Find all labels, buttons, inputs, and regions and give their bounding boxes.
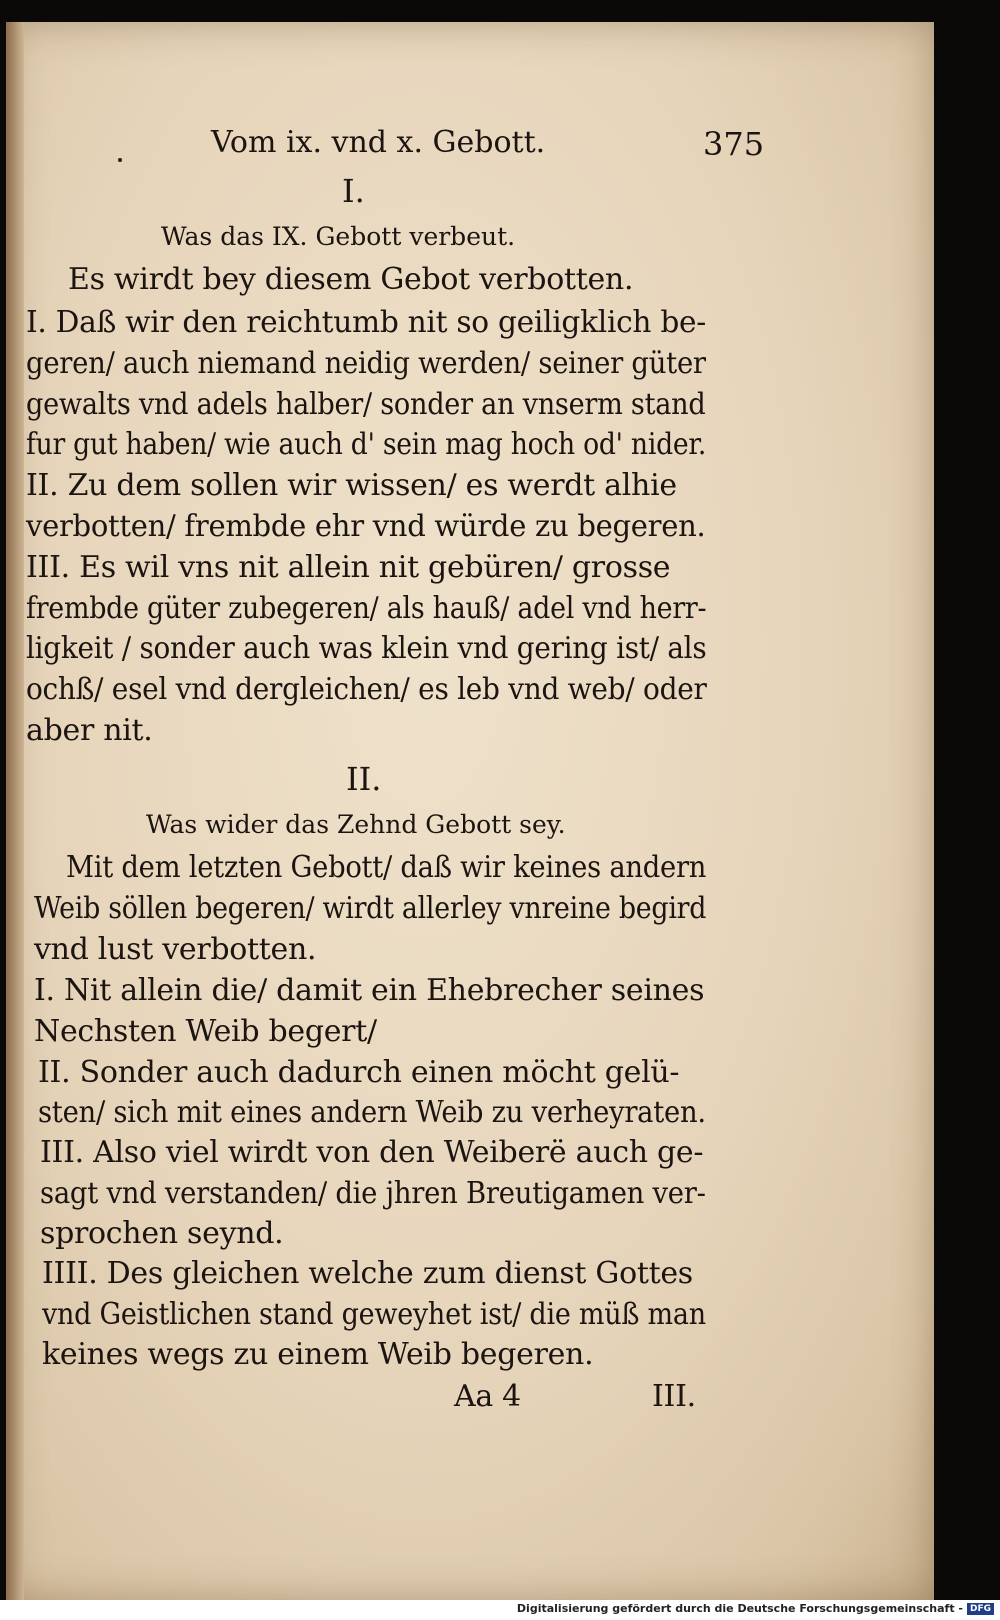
ink-speck bbox=[118, 158, 122, 162]
text-line: vnd Geistlichen stand geweyhet ist/ die müß man bbox=[42, 1297, 706, 1332]
text-line: gewalts vnd adels halber/ sonder an vnserm stand bbox=[26, 387, 706, 422]
section-numeral: I. bbox=[342, 172, 365, 210]
text-line: Weib söllen begeren/ wirdt allerley vnreine begird bbox=[34, 891, 707, 926]
text-line: geren/ auch niemand neidig werden/ seiner güter bbox=[26, 346, 706, 381]
text-line: verbotten/ frembde ehr vnd würde zu begeren. bbox=[26, 509, 706, 544]
text-line: Mit dem letzten Gebott/ daß wir keines andern bbox=[66, 850, 707, 885]
text-line: Nechsten Weib begert/ bbox=[34, 1014, 377, 1049]
digitization-credit bbox=[517, 1602, 994, 1615]
text-line: ligkeit / sonder auch was klein vnd gering ist/ als bbox=[26, 631, 707, 666]
text-line: keines wegs zu einem Weib begeren. bbox=[42, 1337, 594, 1372]
text-line: frembde güter zubegeren/ als hauß/ adel vnd herr- bbox=[26, 591, 707, 626]
dfg-logo: DFG bbox=[967, 1603, 994, 1615]
text-line: sprochen seynd. bbox=[40, 1216, 284, 1251]
text-line: III. Also viel wirdt von den Weiberë auch ge- bbox=[40, 1135, 704, 1170]
text-line: Es wirdt bey diesem Gebot verbotten. bbox=[68, 262, 634, 297]
text-line: II. Zu dem sollen wir wissen/ es werdt alhie bbox=[26, 468, 677, 503]
section-numeral: II. bbox=[346, 760, 382, 798]
catchword: III. bbox=[652, 1379, 696, 1414]
page-gutter bbox=[6, 22, 24, 1600]
text-line: IIII. Des gleichen welche zum dienst Gottes bbox=[42, 1256, 693, 1291]
section-heading: Was wider das Zehnd Gebott sey. bbox=[146, 810, 566, 839]
text-line: aber nit. bbox=[26, 713, 153, 748]
text-line: sagt vnd verstanden/ die jhren Breutigamen ver- bbox=[40, 1176, 706, 1211]
book-page bbox=[6, 22, 934, 1600]
credit-text: Digitalisierung gefördert durch die Deutsche Forschungsgemeinschaft - bbox=[516, 1602, 963, 1615]
section-heading: Was das IX. Gebott verbeut. bbox=[161, 222, 516, 251]
signature-mark: Aa 4 bbox=[454, 1379, 521, 1414]
text-line: sten/ sich mit eines andern Weib zu verheyraten. bbox=[38, 1095, 706, 1130]
text-line: fur gut haben/ wie auch d' sein mag hoch od' nider. bbox=[26, 427, 707, 462]
text-line: I. Daß wir den reichtumb nit so geiligklich be- bbox=[26, 305, 706, 340]
text-line: I. Nit allein die/ damit ein Ehebrecher seines bbox=[34, 973, 705, 1008]
running-title: Vom ix. vnd x. Gebott. bbox=[211, 125, 546, 160]
text-line: vnd lust verbotten. bbox=[34, 932, 317, 967]
text-line: II. Sonder auch dadurch einen möcht gelü- bbox=[38, 1055, 680, 1090]
text-line: ochß/ esel vnd dergleichen/ es leb vnd web/ oder bbox=[26, 672, 707, 707]
page-number: 375 bbox=[703, 125, 765, 163]
text-line: III. Es wil vns nit allein nit gebüren/ grosse bbox=[26, 550, 671, 585]
